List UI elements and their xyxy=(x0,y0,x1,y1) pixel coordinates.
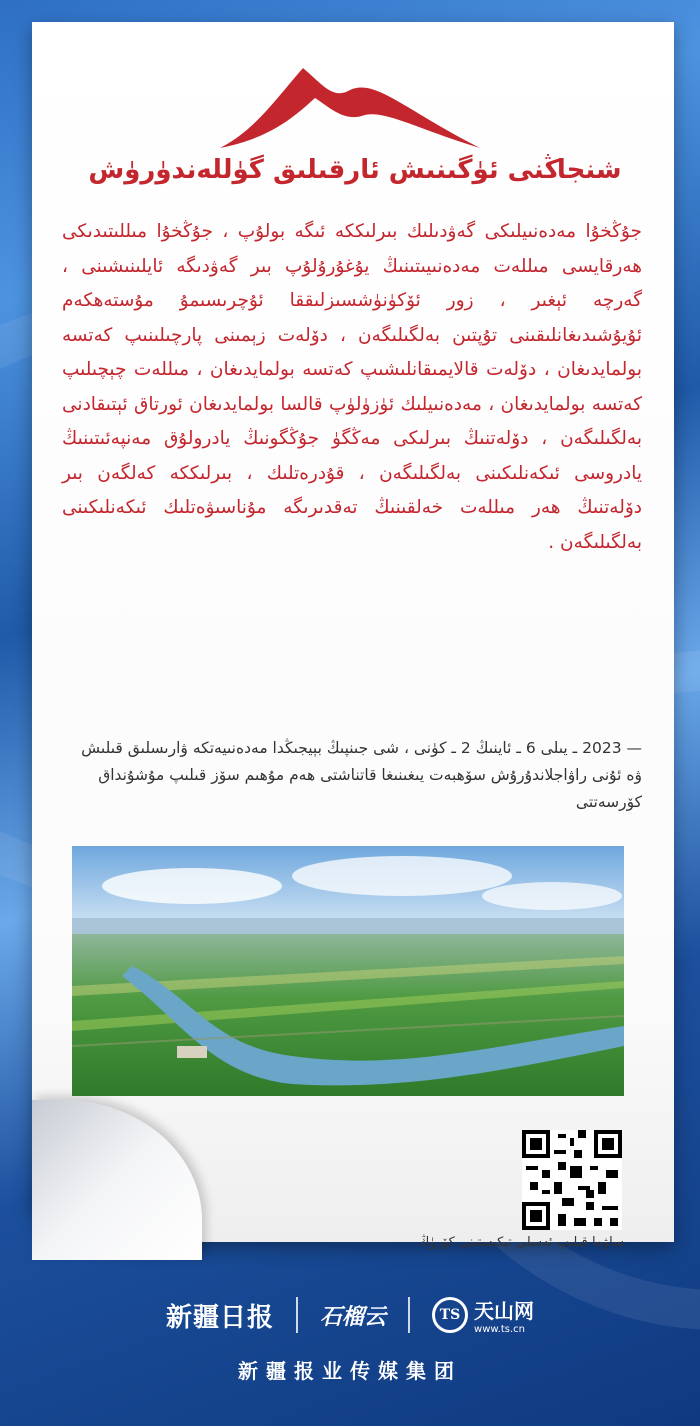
xinjiang-daily-logo: 新疆日报 xyxy=(165,1302,274,1333)
shiliuyun-logo: 石榴云 xyxy=(320,1303,387,1330)
divider xyxy=(408,1297,410,1333)
article-title: شنجاڭنى ئۈگىنىش ئارقىلىق گۈللەندۈرۈش xyxy=(88,155,622,185)
footer-logos xyxy=(0,1290,700,1340)
group-name: 新疆报业传媒集团 xyxy=(238,1359,462,1383)
article-body: جۇڭخۇا مەدەنىيلىكى گەۋدىلىك بىرلىككە ئىگە بولۇپ ، جۇڭخۇا مىللىتىدىكى ھەرقايسى مىللەت مەدەنىيىتىنىڭ يۇغۇرۇلۇپ بىر گەۋدىگە ئايلىنىشىنى ، گەرچە ئېغىر ، زور ئۆكۈنۈشسىزلىققا ئۇچرىسىمۇ مۇستەھكەم ئۇيۇشىدىغانلىقىنى تۇپتىن بەلگىلىگەن ، دۆلەت زېمىنى پارچىلىنىپ كەتسە بولمايدىغان ، دۆلەت قالايمىقانلىشىپ كەتسە بولمايدىغان ، مىللەت چېچىلىپ كەتسە بولمايدىغان ، مەدەنىيلىك ئۈزۈلۈپ قالسا بولمايدىغان ئورتاق ئېتىقادنى بەلگىلىگەن ، دۆلەتنىڭ بىرلىكى مەڭگۈ جۇڭگونىڭ يادرولۇق مەنپەئىتىنىڭ يادروسى ئىكەنلىكىنى بەلگىلىگەن ، قۇدرەتلىك ، بىرلىككە كەلگەن بىر دۆلەتنىڭ ھەر مىللەت خەلقىنىڭ تەقدىرىگە مۇناسىۋەتلىك ئىكەنلىكىنى بەلگىلىگەن . xyxy=(62,221,642,553)
landscape-photo xyxy=(72,846,624,1096)
divider xyxy=(296,1297,298,1333)
quote-source: — 2023 ـ يىلى 6 ـ ئاينىڭ 2 ـ كۈنى ، شى جىنپىڭ بېيجىڭدا مەدەنىيەتكە ۋارىسلىق قىلىش ۋە ئۇنى راۋاجلاندۇرۇش سۆھبەت يىغىنىغا قاتناشتى ھەم مۇھىم سۆز قىلىپ مۇشۇنداق كۆرسەتتى xyxy=(81,739,642,811)
qr-code-icon[interactable] xyxy=(522,1130,622,1230)
tianshan-url: www.ts.cn xyxy=(474,1324,525,1335)
tianshan-logo xyxy=(432,1295,534,1335)
qr-caption: ساۋما قىلىپ ئەسلي تېكىستىنى كۆرۈڭ xyxy=(418,1235,624,1250)
ts-badge-icon: TS xyxy=(432,1297,468,1333)
mountain-peak-icon xyxy=(215,60,485,160)
tianshan-name: 天山网 xyxy=(474,1299,535,1323)
